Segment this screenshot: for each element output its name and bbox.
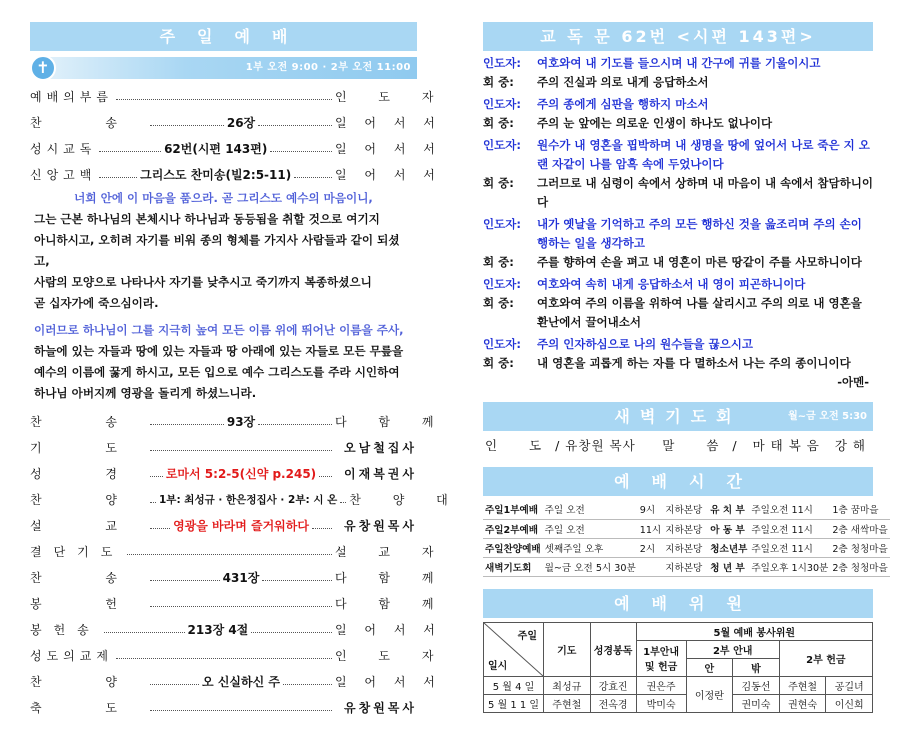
table-row: 주일1부예배 주일 오전 9시 지하본당 유 치 부 주일오전 11시 1층 꿈마을 [483,500,890,519]
congregation-line: 회 중: 내 영혼을 괴롭게 하는 자를 다 멸하소서 나는 주의 종이니이다 [483,356,851,370]
table-row: 주일2부예배 주일 오전 11시 지하본당 아 동 부 주일오전 11시 2층 새싹마을 [483,519,890,538]
dawn-prayer-title: 새벽기도회 월~금 오전 5:30 [483,402,873,431]
table-row: 주일찬양예배 셋째주일 오후 2시 지하본당 청소년부 주일오전 11시 2층 청청마을 [483,538,890,557]
amen: -아멘- [837,375,869,389]
table-row: 새벽기도회 월~금 오전 5시 30분 지하본당 청 년 부 주일오후 1시30분 2층 청청마을 [483,557,890,576]
order-row: 성시교독 62번(시편 143편) 일 어 서 서 [30,141,442,156]
order-row: 봉 헌 다 함 께 [30,596,448,611]
table-row: 5 월 4 일 최성규 강효진 권은주 이정란 김동선 주현철 공길녀 [484,676,873,694]
service-times: 1부 오전 9:00 · 2부 오전 11:00 [245,62,411,73]
congregation-line: 회 중: 주의 진실과 의로 내게 응답하소서 [483,75,709,89]
cross-icon: ✝ [30,55,56,81]
order-row: 신앙고백 그리스도 찬미송(빌2:5-11) 일 어 서 서 [30,167,442,182]
service-times-bar [30,57,417,79]
leader-line: 인도자: 주의 인자하심으로 나의 원수들을 끊으시고 [483,337,753,351]
worship-times-table [483,500,890,577]
congregation-line: 회 중: 여호와여 주의 이름을 위하여 나를 살리시고 주의 의로 내 영혼을 환난에서 끌어내소서 [483,296,862,329]
dawn-prayer-time: 월~금 오전 5:30 [788,411,867,422]
leader-line: 인도자: 주의 종에게 심판을 행하지 마소서 [483,97,709,111]
order-row: 설 교 영광을 바라며 즐거워하다 유창원목사 [30,518,417,533]
worship-times-title: 예배시간 [483,467,873,496]
responsive-reading [483,54,873,392]
order-row: 찬 송 93장 다 함 께 [30,414,448,429]
sunday-worship-column [30,22,462,720]
leader-line: 인도자: 여호와여 속히 내게 응답하소서 내 영이 피곤하니이다 [483,277,806,291]
order-row: 찬 송 26장 일 어 서 서 [30,115,442,130]
scripture-highlight: 이러므로 하나님이 그를 지극히 높여 모든 이름 위에 뛰어난 이름을 주사, [34,323,404,337]
order-of-worship-part1 [30,83,448,187]
scripture-highlight: 너희 안에 이 마음을 품으라. 곧 그리스도 예수의 마음이니, [74,191,373,205]
responsive-reading-title: 교 독 문 62번 <시편 143편> [483,22,873,51]
order-row: 성 경 로마서 5:2-5(신약 p.245) 이재복권사 [30,466,417,481]
order-row: 찬 송 431장 다 함 께 [30,570,448,585]
order-row: 축 도 유창원목사 [30,700,417,715]
sunday-worship-title: 주일예배 [30,22,417,51]
congregation-line: 회 중: 주의 눈 앞에는 의로운 인생이 하나도 없나이다 [483,116,773,130]
order-row: 찬 양 오 신실하신 주 일 어 서 서 [30,674,442,689]
order-of-worship-part2 [30,408,462,720]
order-row: 성도의교제 인 도 자 [30,648,448,663]
dawn-prayer-info: 인 도/ 유창원 목사 말 씀/ 마태복음 강해 [485,438,871,453]
right-column [483,22,888,713]
worship-committee-table: 주일 일시 기도 성경봉독 5월 예배 봉사위원 1부안내 및 헌금 2부 안내 2부 헌금 안 밖 5 월 4 일 최성규 강효진 권은주 이정란 김동선 주현철 공길녀 5 월 1 1 일 주현철 전옥경 박미숙 권미숙 권현숙 이신희 [483,622,873,713]
leader-line: 인도자: 여호와여 내 기도를 들으시며 내 간구에 귀를 기울이시고 [483,56,821,70]
creed-scripture: 너희 안에 이 마음을 품으라. 곧 그리스도 예수의 마음이니, 그는 근본 하나님의 본체시나 하나님과 동등됨을 취할 것으로 여기지 아니하시고, 오히려 자기를 비워 종의 형체를 가지사 사람들과 같이 되셨고, 사람의 모양으로 나타나사 자기를 낮추시고 죽기까지 복종하셨으니 곧 십자가에 죽으심이라. 이러므로 하나님이 그를 지극히 높여 모든 이름 위에 뛰어난 이름을 주사, 하늘에 있는 자들과 땅에 있는 자들과 땅 아래에 있는 자들로 모든 무릎을 예수의 이름에 꿇게 하시고, 모든 입으로 예수 그리스도를 주라 시인하여 하나님 아버지께 영광을 돌리게 하셨느니라. [30,187,417,408]
leader-line: 인도자: 내가 옛날을 기억하고 주의 모든 행하신 것을 읊조리며 주의 손이 행하는 일을 생각하고 [483,217,862,250]
order-row: 결단기도 설 교 자 [30,544,448,559]
order-row: 찬 양 1부: 최성규 · 한은정집사 · 2부: 시 온 찬 양 대 [30,492,462,507]
congregation-line: 회 중: 그러므로 내 심령이 속에서 상하며 내 마음이 내 속에서 참담하니이다 [483,176,873,209]
table-row: 5 월 1 1 일 주현철 전옥경 박미숙 권미숙 권현숙 이신희 [484,694,873,712]
diagonal-header-cell: 주일 일시 [484,622,544,676]
order-row: 봉헌송 213장 4절 일 어 서 서 [30,622,442,637]
worship-committee-title: 예배위원 [483,589,873,618]
order-row: 예배의부름 인 도 자 [30,89,448,104]
congregation-line: 회 중: 주를 향하여 손을 펴고 내 영혼이 마른 땅같이 주를 사모하니이다 [483,255,862,269]
leader-line: 인도자: 원수가 내 영혼을 핍박하며 내 생명을 땅에 엎어서 나로 죽은 지 오랜 자같이 나를 암흑 속에 두었나이다 [483,138,870,171]
order-row: 기 도 오남철집사 [30,440,417,455]
